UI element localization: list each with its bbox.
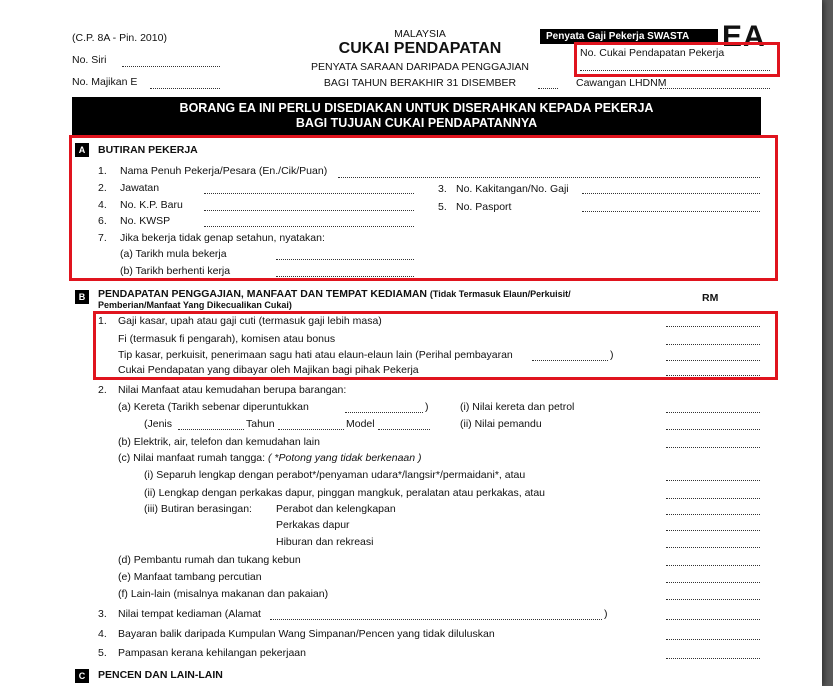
car-date-field[interactable] <box>345 412 423 413</box>
utilities-label: (b) Elektrik, air, telefon dan kemudahan lain <box>118 436 320 448</box>
household-label-text: (c) Nilai manfaat rumah tangga: <box>118 452 266 464</box>
others-label: (f) Lain-lain (misalnya makanan dan pakaian) <box>118 588 329 600</box>
fully-furnished-amount[interactable] <box>666 498 760 499</box>
maid-label: (d) Pembantu rumah dan tukang kebun <box>118 554 301 566</box>
refund-label: Bayaran balik daripada Kumpulan Wang Simpanan/Pencen yang tidak diluluskan <box>118 628 495 640</box>
no-majikan-label: No. Majikan E <box>72 76 138 88</box>
utilities-amount[interactable] <box>666 447 760 448</box>
branch-label: Cawangan LHDNM <box>576 77 667 89</box>
entertainment-label: Hiburan dan rekreasi <box>276 536 374 548</box>
accommodation-address-field[interactable] <box>270 619 602 620</box>
a-item-5-num: 5. <box>438 201 447 213</box>
benefits-label: Nilai Manfaat atau kemudahan berupa barangan: <box>118 384 347 396</box>
car-type-label: (Jenis <box>144 418 173 430</box>
b-item-5-num: 5. <box>98 647 107 659</box>
car-model-field[interactable] <box>378 429 430 430</box>
a-item-6-label: No. KWSP <box>120 215 171 227</box>
a-item-1-label: Nama Penuh Pekerja/Pesara (En./Cik/Puan) <box>120 165 328 177</box>
compensation-label: Pampasan kerana kehilangan pekerjaan <box>118 647 306 659</box>
country-label: MALAYSIA <box>394 28 446 40</box>
year-field[interactable] <box>538 88 558 89</box>
accommodation-label: Nilai tempat kediaman (Alamat <box>118 608 261 620</box>
separate-items-label: (iii) Butiran berasingan: <box>144 503 252 515</box>
subtitle: PENYATA SARAAN DARIPADA PENGGAJIAN <box>310 61 530 73</box>
banner-line-2: BAGI TUJUAN CUKAI PENDAPATANNYA <box>295 116 538 130</box>
a-item-2-num: 2. <box>98 182 107 194</box>
section-b-title <box>98 288 571 300</box>
highlight-tax-number <box>574 42 780 77</box>
no-majikan-field[interactable] <box>150 88 220 89</box>
a-item-6-num: 6. <box>98 215 107 227</box>
fully-furnished-label: (ii) Lengkap dengan perkakas dapur, pinggan mangkuk, peralatan atau perkakas, atau <box>144 487 546 499</box>
a-item-7-num: 7. <box>98 232 107 244</box>
a-item-4-num: 4. <box>98 199 107 211</box>
household-note: ( *Potong yang tidak berkenaan ) <box>268 452 422 464</box>
rm-column-header: RM <box>702 292 719 304</box>
driver-value-amount[interactable] <box>666 429 760 430</box>
year-line: BAGI TAHUN BERAKHIR 31 DISEMBER <box>323 77 517 89</box>
fees-label: Fi (termasuk fi pengarah), komisen atau bonus <box>118 333 336 345</box>
form-letters: EA <box>722 20 766 53</box>
b-item-4-num: 4. <box>98 628 107 640</box>
semi-furnished-amount[interactable] <box>666 480 760 481</box>
kitchen-label: Perkakas dapur <box>276 519 350 531</box>
car-type-field[interactable] <box>178 429 244 430</box>
car-value-label: (i) Nilai kereta dan petrol <box>460 401 575 413</box>
kitchen-amount[interactable] <box>666 530 760 531</box>
notice-banner <box>72 97 761 135</box>
leave-passage-label: (e) Manfaat tambang percutian <box>118 571 262 583</box>
b-item-3-num: 3. <box>98 608 107 620</box>
leave-passage-amount[interactable] <box>666 582 760 583</box>
a-start-date-label: (a) Tarikh mula bekerja <box>120 248 227 260</box>
no-siri-label: No. Siri <box>72 54 107 66</box>
car-year-field[interactable] <box>278 429 344 430</box>
banner-line-1: BORANG EA INI PERLU DISEDIAKAN UNTUK DISERAHKAN KEPADA PEKERJA <box>179 101 654 115</box>
car-label-end: ) <box>425 401 429 413</box>
section-b-title-main: PENDAPATAN PENGGAJIAN, MANFAAT DAN TEMPAT KEDIAMAN <box>98 288 427 300</box>
compensation-amount[interactable] <box>666 658 760 659</box>
car-model-label: Model <box>346 418 375 430</box>
section-b-title-note: (Tidak Termasuk Elaun/Perkuisit/ <box>429 289 571 299</box>
highlight-income <box>93 311 778 380</box>
tips-label: Tip kasar, perkuisit, penerimaan sagu hati atau elaun-elaun lain (Perihal pembayaran <box>118 349 513 361</box>
a-item-5-label: No. Pasport <box>456 201 512 213</box>
car-value-amount[interactable] <box>666 412 760 413</box>
accommodation-amount[interactable] <box>666 619 760 620</box>
household-label <box>118 452 422 464</box>
car-label: (a) Kereta (Tarikh sebenar diperuntukkan <box>118 401 309 413</box>
a-item-2-label: Jawatan <box>120 182 160 194</box>
tax-no-label: No. Cukai Pendapatan Pekerja <box>580 47 725 59</box>
tax-paid-label: Cukai Pendapatan yang dibayar oleh Majikan bagi pihak Pekerja <box>118 364 419 376</box>
b-item-1-num: 1. <box>98 315 107 327</box>
a-item-3-num: 3. <box>438 183 447 195</box>
statement-label: Penyata Gaji Pekerja SWASTA <box>540 29 718 44</box>
section-b-badge: B <box>75 290 89 304</box>
no-siri-field[interactable] <box>122 66 220 67</box>
refund-amount[interactable] <box>666 639 760 640</box>
section-b-title-line-2: Pemberian/Manfaat Yang Dikecualikan Cukai) <box>98 300 292 310</box>
car-year-label: Tahun <box>246 418 275 430</box>
a-item-3-label: No. Kakitangan/No. Gaji <box>456 183 569 195</box>
section-c-badge: C <box>75 669 89 683</box>
section-a-title: BUTIRAN PEKERJA <box>98 144 198 156</box>
highlight-section-a <box>69 135 778 281</box>
a-item-1-num: 1. <box>98 165 107 177</box>
form-code: (C.P. 8A - Pin. 2010) <box>72 32 167 44</box>
main-title: CUKAI PENDAPATAN <box>338 40 502 57</box>
a-item-7-label: Jika bekerja tidak genap setahun, nyatakan: <box>120 232 325 244</box>
maid-amount[interactable] <box>666 565 760 566</box>
semi-furnished-label: (i) Separuh lengkap dengan perabot*/penyaman udara*/langsir*/permaidani*, atau <box>144 469 526 481</box>
section-c-title: PENCEN DAN LAIN-LAIN <box>98 669 223 681</box>
accommodation-label-end: ) <box>604 608 608 620</box>
others-amount[interactable] <box>666 599 760 600</box>
furniture-amount[interactable] <box>666 514 760 515</box>
driver-value-label: (ii) Nilai pemandu <box>460 418 542 430</box>
a-end-date-label: (b) Tarikh berhenti kerja <box>120 265 231 277</box>
a-item-4-label: No. K.P. Baru <box>120 199 183 211</box>
gross-salary-label: Gaji kasar, upah atau gaji cuti (termasuk gaji lebih masa) <box>118 315 382 327</box>
b-item-2-num: 2. <box>98 384 107 396</box>
tips-label-end: ) <box>610 349 614 361</box>
entertainment-amount[interactable] <box>666 547 760 548</box>
branch-field[interactable] <box>660 88 770 89</box>
furniture-label: Perabot dan kelengkapan <box>276 503 396 515</box>
section-a-badge: A <box>75 143 89 157</box>
